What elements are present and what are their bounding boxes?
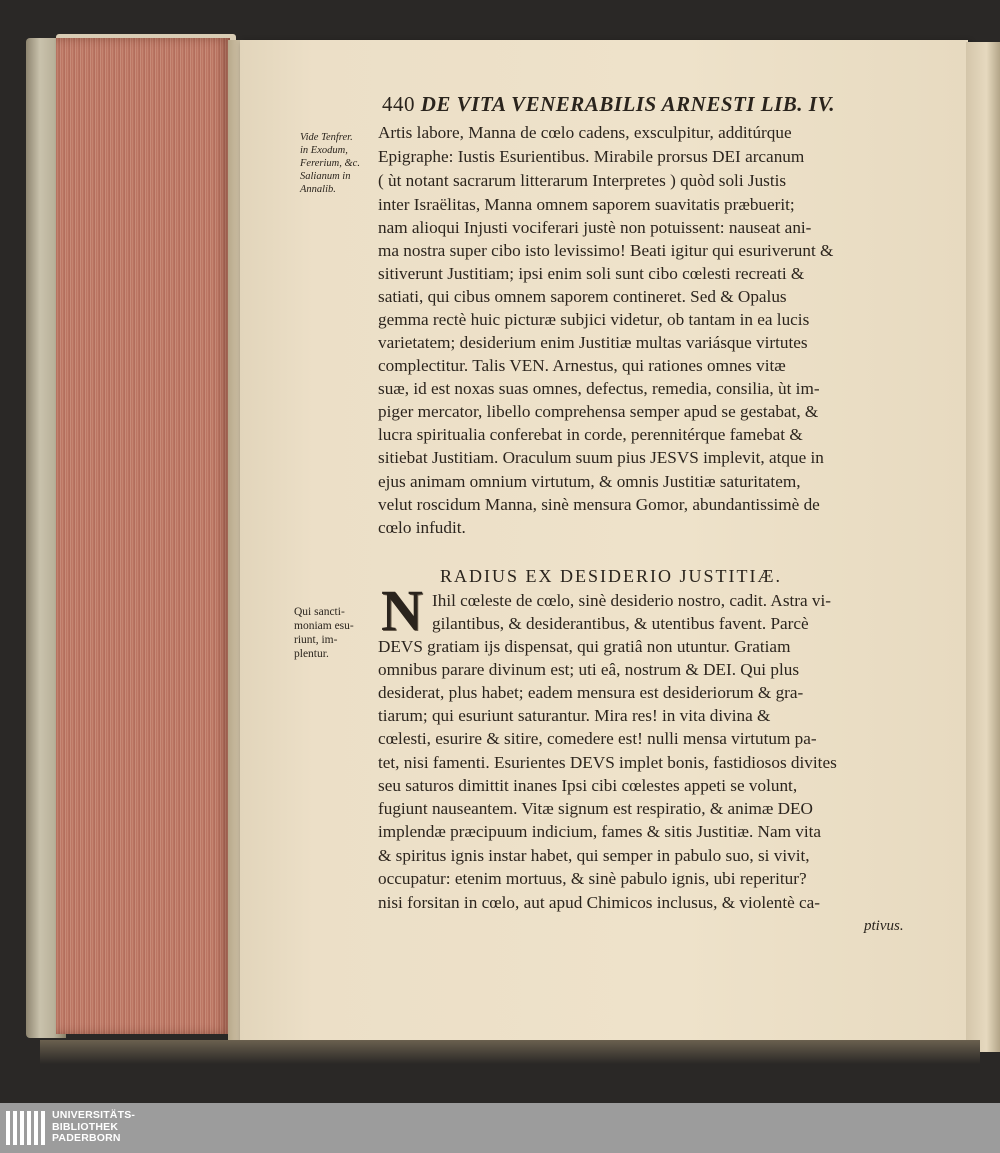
logo-line: BIBLIOTHEK	[52, 1120, 119, 1133]
text-line: suæ, id est noxas suas omnes, defectus, remedia, consilia, ùt im-	[378, 379, 820, 398]
running-title: DE VITA VENERABILIS ARNESTI LIB. IV.	[420, 92, 835, 116]
text-line: cœlo infudit.	[378, 518, 466, 537]
text-line: seu saturos dimittit inanes Ipsi cibi cœlestes appeti se volunt,	[378, 776, 798, 795]
running-head	[382, 92, 835, 117]
text-line: Ihil cœleste de cœlo, sinè desiderio nostro, cadit. Astra vi-	[432, 591, 832, 610]
text-line: ( ùt notant sacrarum litterarum Interpretes ) quòd soli Justis	[378, 171, 787, 190]
facing-page-edge	[966, 42, 1000, 1052]
text-line: complectitur. Talis VEN. Arnestus, qui rationes omnes vitæ	[378, 356, 786, 375]
text-line: sitiebat Justitiam. Oraculum suum pius JESVS implevit, atque in	[378, 448, 824, 467]
text-line: Epigraphe: Iustis Esurientibus. Mirabile prorsus DEI arcanum	[378, 147, 805, 166]
text-line: fugiunt nauseantem. Vitæ signum est respiratio, & animæ DEO	[378, 799, 813, 818]
library-footer	[0, 1103, 1000, 1153]
text-line: tiarum; qui esuriunt saturantur. Mira res! in vita divina &	[378, 706, 771, 725]
margin-note-summary	[294, 605, 354, 661]
text-line: inter Israëlitas, Manna omnem saporem suavitatis præbuerit;	[378, 195, 795, 214]
margin-note-line: riunt, im-	[294, 634, 338, 646]
margin-note-line: Fererium, &c.	[300, 158, 360, 169]
text-line: & spiritus ignis instar habet, qui semper in pabulo suo, si vivit,	[378, 846, 810, 865]
text-line: piger mercator, libello comprehensa semper apud se gestabat, &	[378, 402, 819, 421]
margin-note-line: Annalib.	[300, 184, 336, 195]
logo-line: PADERBORN	[52, 1132, 121, 1144]
text-line: nisi forsitan in cœlo, aut apud Chimicos inclusus, & violentè ca-	[378, 893, 821, 912]
text-line: omnibus parare divinum est; uti eâ, nostrum & DEI. Qui plus	[378, 660, 800, 679]
text-line: satiati, qui cibus omnem saporem contineret. Sed & Opalus	[378, 287, 787, 306]
margin-note-line: Qui sancti-	[294, 606, 345, 618]
margin-note-reference	[300, 131, 360, 196]
margin-note-line: in Exodum,	[300, 145, 348, 156]
margin-note-line: Vide Tenfrer.	[300, 132, 353, 143]
text-line: nam alioqui Injusti vociferari justè non potuissent: nauseat ani-	[378, 218, 812, 237]
text-line: velut roscidum Manna, sinè mensura Gomor, abundantissimè de	[378, 495, 820, 514]
text-line: DEVS gratiam ijs dispensat, qui gratiâ non utuntur. Gratiam	[378, 637, 791, 656]
text-line: tet, nisi famenti. Esurientes DEVS implet bonis, fastidiosos divites	[378, 753, 837, 772]
section-heading: RADIUS EX DESIDERIO JUSTITIÆ.	[440, 566, 782, 586]
text-line: implendæ præcipuum indicium, fames & sitis Justitiæ. Nam vita	[378, 822, 822, 841]
library-logo-icon	[6, 1111, 46, 1145]
bottom-shadow	[40, 1040, 980, 1064]
text-line: gemma rectè huic picturæ subjici videtur, ob tantam in ea lucis	[378, 310, 810, 329]
logo-line: UNIVERSITÄTS-	[52, 1109, 136, 1121]
text-line: ejus animam omnium virtutum, & omnis Justitiæ saturitatem,	[378, 472, 801, 491]
text-line: occupatur: etenim mortuus, & sinè pabulo ignis, ubi reperitur?	[378, 869, 807, 888]
text-line: ma nostra super cibo isto levissimo! Beati igitur qui esuriverunt &	[378, 241, 834, 260]
page-stack-edge	[56, 38, 230, 1034]
page-number: 440	[382, 92, 415, 116]
text-line: varietatem; desiderium enim Justitiæ multas variásque virtutes	[378, 333, 808, 352]
margin-note-line: moniam esu-	[294, 620, 354, 632]
text-line: desiderat, plus habet; eadem mensura est desideriorum & gra-	[378, 683, 804, 702]
drop-cap: N	[381, 578, 423, 643]
text-line: gilantibus, & desiderantibus, & utentibus favent. Parcè	[432, 614, 809, 633]
text-line: sitiverunt Justitiam; ipsi enim soli sunt cibo cœlesti recreati &	[378, 264, 805, 283]
text-line: lucra spiritualia conferebat in corde, perennitérque famebat &	[378, 425, 803, 444]
catchword: ptivus.	[864, 918, 904, 934]
margin-note-line: Salianum in	[300, 171, 351, 182]
text-line: cœlesti, esurire & sitire, comedere est! nulli mensa virtutum pa-	[378, 729, 817, 748]
margin-note-line: plentur.	[294, 648, 329, 660]
text-line: Artis labore, Manna de cœlo cadens, exsculpitur, additúrque	[378, 123, 792, 142]
library-logo-text	[52, 1110, 135, 1145]
